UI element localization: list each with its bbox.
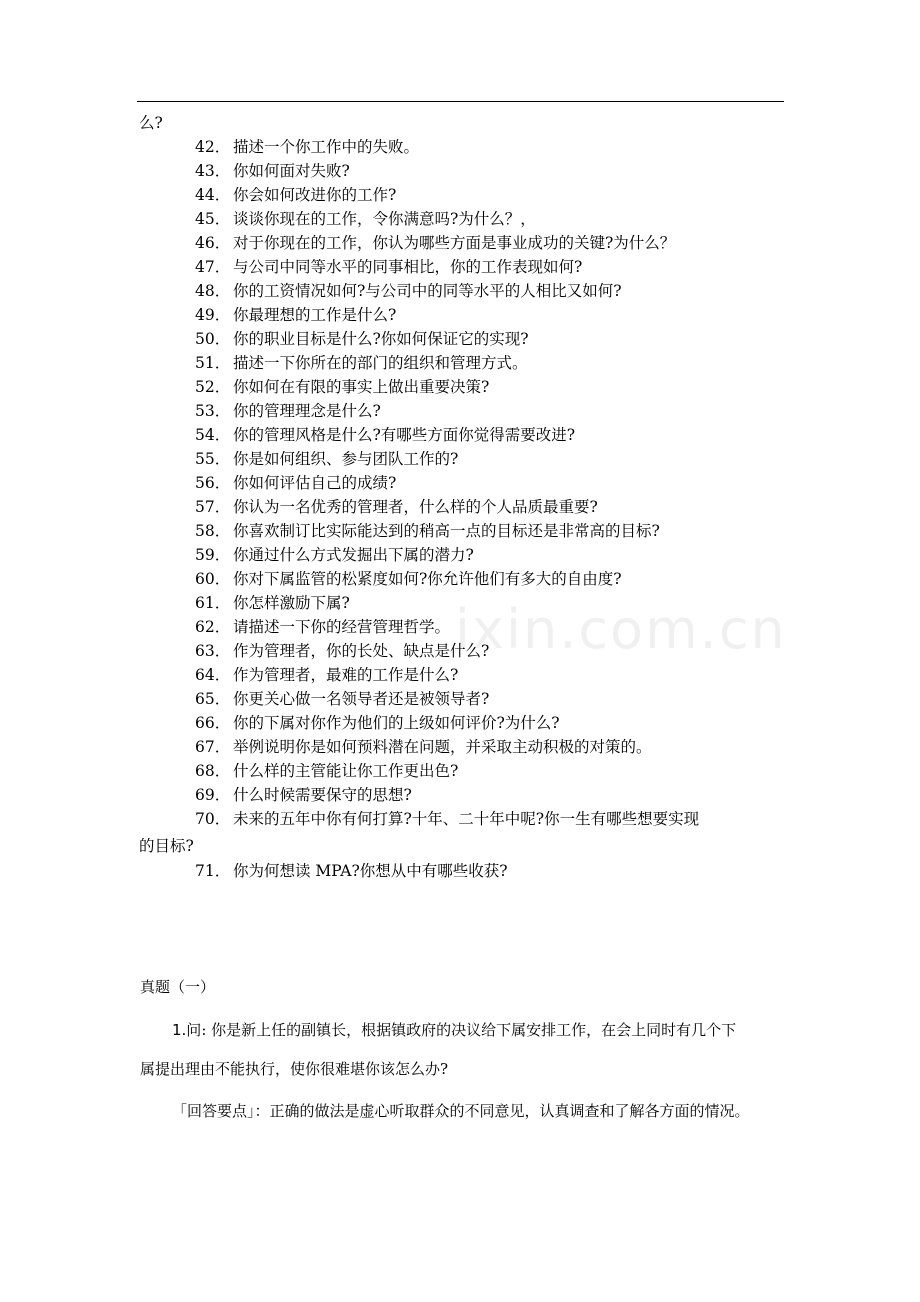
question-item bbox=[195, 135, 419, 159]
question-item bbox=[195, 207, 536, 231]
question-number: 63． bbox=[195, 642, 231, 660]
question-paragraph-line-2: 属提出理由不能执行，使你很难堪你该怎么办? bbox=[140, 1060, 449, 1078]
question-number: 44． bbox=[195, 186, 231, 204]
question-item bbox=[195, 231, 675, 255]
question-number: 49． bbox=[195, 306, 231, 324]
question-text: 你认为一名优秀的管理者，什么样的个人品质最重要? bbox=[233, 498, 598, 516]
question-number: 55． bbox=[195, 450, 231, 468]
question-item bbox=[195, 351, 528, 375]
question-text: 什么时候需要保守的思想? bbox=[233, 786, 412, 804]
question-number: 68． bbox=[195, 762, 231, 780]
question-text: 你如何在有限的事实上做出重要决策? bbox=[233, 378, 490, 396]
question-text: 你如何评估自己的成绩? bbox=[233, 474, 397, 492]
question-item bbox=[195, 183, 396, 207]
question-number: 70． bbox=[195, 810, 231, 828]
question-text: 你如何面对失败? bbox=[233, 162, 350, 180]
question-item bbox=[195, 255, 582, 279]
question-number: 46． bbox=[195, 234, 231, 252]
question-text: 谈谈你现在的工作，令你满意吗?为什么？， bbox=[233, 210, 536, 228]
question-item bbox=[195, 663, 458, 687]
question-text: 什么样的主管能让你工作更出色? bbox=[233, 762, 459, 780]
question-text: 请描述一下你的经营管理哲学。 bbox=[233, 618, 451, 636]
question-item bbox=[195, 375, 489, 399]
question-text: 你怎样激励下属? bbox=[233, 594, 350, 612]
question-paragraph-text: : 你是新上任的副镇长，根据镇政府的决议给下属安排工作，在会上同时有几个下 bbox=[201, 1021, 737, 1039]
question-71 bbox=[195, 859, 508, 883]
question-text: 你的工资情况如何?与公司中的同等水平的人相比又如何? bbox=[233, 282, 622, 300]
question-number: 62． bbox=[195, 618, 231, 636]
question-number: 64． bbox=[195, 666, 231, 684]
question-text: 你为何想读 MPA?你想从中有哪些收获? bbox=[233, 862, 508, 880]
question-number: 57． bbox=[195, 498, 231, 516]
question-item bbox=[195, 303, 396, 327]
question-item bbox=[195, 783, 412, 807]
question-item bbox=[195, 639, 489, 663]
section-title: 真题（一） bbox=[140, 978, 216, 996]
question-text: 你的管理风格是什么?有哪些方面你觉得需要改进? bbox=[233, 426, 576, 444]
question-number: 52． bbox=[195, 378, 231, 396]
question-number: 60． bbox=[195, 570, 231, 588]
question-text: 与公司中同等水平的同事相比，你的工作表现如何? bbox=[233, 258, 583, 276]
question-item bbox=[195, 159, 350, 183]
question-item bbox=[195, 495, 598, 519]
question-number: 69． bbox=[195, 786, 231, 804]
question-number: 47． bbox=[195, 258, 231, 276]
question-number: 54． bbox=[195, 426, 231, 444]
question-text: 描述一下你所在的部门的组织和管理方式。 bbox=[233, 354, 528, 372]
question-number: 59． bbox=[195, 546, 231, 564]
question-text: 未来的五年中你有何打算?十年、二十年中呢?你一生有哪些想要实现 bbox=[233, 810, 700, 828]
question-item bbox=[195, 399, 381, 423]
question-number: 61． bbox=[195, 594, 231, 612]
question-number: 43． bbox=[195, 162, 231, 180]
question-text: 你的下属对你作为他们的上级如何评价?为什么? bbox=[233, 714, 560, 732]
question-number: 56． bbox=[195, 474, 231, 492]
question-70-continuation: 的目标? bbox=[139, 837, 194, 855]
question-number: 42． bbox=[195, 138, 231, 156]
continuation-text-top: 么? bbox=[139, 114, 163, 132]
question-paragraph-line-1 bbox=[172, 1018, 736, 1042]
question-item bbox=[195, 543, 474, 567]
question-text: 你会如何改进你的工作? bbox=[233, 186, 397, 204]
question-text: 对于你现在的工作，你认为哪些方面是事业成功的关键?为什么？ bbox=[233, 234, 676, 252]
question-text: 你喜欢制订比实际能达到的稍高一点的目标还是非常高的目标? bbox=[233, 522, 660, 540]
question-lead: 1.问 bbox=[172, 1021, 202, 1039]
question-text: 你是如何组织、参与团队工作的? bbox=[233, 450, 459, 468]
question-item bbox=[195, 423, 575, 447]
question-item bbox=[195, 327, 529, 351]
header-rule bbox=[137, 101, 784, 102]
question-number: 50． bbox=[195, 330, 231, 348]
question-item bbox=[195, 711, 560, 735]
question-item bbox=[195, 471, 396, 495]
question-item bbox=[195, 519, 660, 543]
question-item bbox=[195, 591, 350, 615]
answer-points: 「回答要点」：正确的做法是虚心听取群众的不同意见，认真调查和了解各方面的情况。 bbox=[172, 1102, 750, 1120]
question-text: 你对下属监管的松紧度如何?你允许他们有多大的自由度? bbox=[233, 570, 622, 588]
question-item bbox=[195, 807, 699, 831]
question-number: 58． bbox=[195, 522, 231, 540]
question-number: 66． bbox=[195, 714, 231, 732]
question-item bbox=[195, 567, 622, 591]
question-text: 你的职业目标是什么?你如何保证它的实现? bbox=[233, 330, 529, 348]
question-number: 48． bbox=[195, 282, 231, 300]
question-number: 65． bbox=[195, 690, 231, 708]
question-text: 作为管理者，你的长处、缺点是什么? bbox=[233, 642, 490, 660]
question-number: 51． bbox=[195, 354, 231, 372]
question-text: 你通过什么方式发掘出下属的潜力? bbox=[233, 546, 474, 564]
question-number: 53． bbox=[195, 402, 231, 420]
question-item bbox=[195, 279, 622, 303]
question-number: 45． bbox=[195, 210, 231, 228]
question-text: 你最理想的工作是什么? bbox=[233, 306, 397, 324]
question-text: 你更关心做一名领导者还是被领导者? bbox=[233, 690, 490, 708]
question-item bbox=[195, 447, 458, 471]
question-item bbox=[195, 735, 652, 759]
question-text: 举例说明你是如何预料潜在问题，并采取主动积极的对策的。 bbox=[233, 738, 652, 756]
question-number: 67． bbox=[195, 738, 231, 756]
question-item bbox=[195, 687, 489, 711]
question-text: 作为管理者，最难的工作是什么? bbox=[233, 666, 459, 684]
watermark: ixin.com.cn bbox=[455, 598, 787, 661]
question-text: 描述一个你工作中的失败。 bbox=[233, 138, 420, 156]
question-number: 71． bbox=[195, 862, 231, 880]
question-item bbox=[195, 759, 458, 783]
question-item bbox=[195, 615, 450, 639]
question-text: 你的管理理念是什么? bbox=[233, 402, 381, 420]
